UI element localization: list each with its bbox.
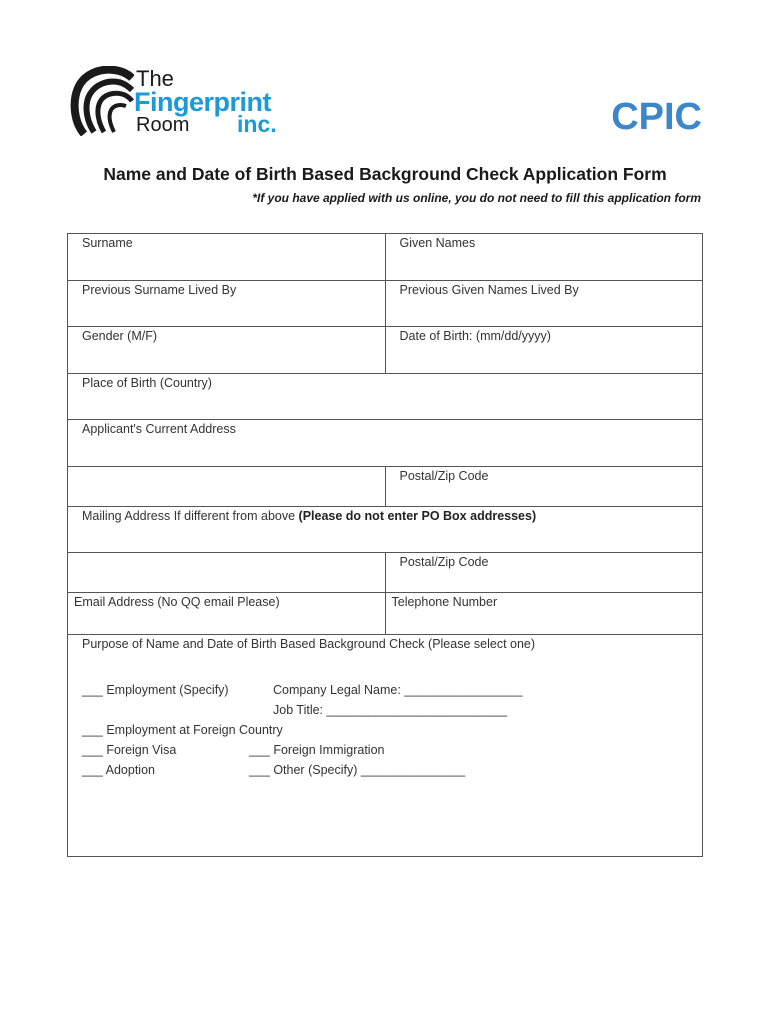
cpic-badge: CPIC: [611, 96, 702, 138]
current-address-field[interactable]: [68, 420, 702, 466]
place-of-birth-label: Place of Birth (Country): [82, 375, 212, 390]
form-row-place-of-birth: [68, 374, 702, 421]
option-foreign-visa[interactable]: ___ Foreign Visa: [82, 743, 177, 757]
company-logo: [70, 66, 290, 138]
telephone-label: Telephone Number: [391, 595, 498, 609]
given-names-field[interactable]: [385, 234, 703, 280]
option-other[interactable]: ___ Other (Specify) _______________: [249, 763, 466, 777]
option-employment[interactable]: ___ Employment (Specify): [82, 683, 229, 697]
logo-text-the: The: [136, 66, 174, 91]
telephone-field[interactable]: [385, 593, 703, 634]
current-address-label: Applicant's Current Address: [82, 422, 236, 436]
mailing-address-continuation-field[interactable]: [68, 553, 385, 592]
given-names-label: Given Names: [399, 236, 476, 250]
logo-text-inc: inc.: [237, 111, 277, 137]
online-note: *If you have applied with us online, you do not need to fill this application form: [252, 191, 701, 205]
purpose-heading: Purpose of Name and Date of Birth Based Background Check (Please select one): [82, 637, 536, 651]
option-foreign-immigration[interactable]: ___ Foreign Immigration: [249, 743, 385, 757]
place-of-birth-field[interactable]: [68, 374, 702, 420]
form-row-names: [68, 234, 702, 281]
job-title-field[interactable]: Job Title: __________________________: [273, 703, 508, 717]
current-address-continuation-field[interactable]: [68, 467, 385, 506]
company-name-field[interactable]: Company Legal Name: _________________: [273, 683, 523, 697]
option-adoption[interactable]: ___ Adoption: [82, 763, 155, 777]
purpose-section: [68, 635, 702, 857]
dob-label: Date of Birth: (mm/dd/yyyy): [399, 329, 551, 343]
mailing-address-field[interactable]: [68, 507, 702, 553]
po-box-note: (Please do not enter PO Box addresses): [298, 508, 537, 523]
postal-code-label: Postal/Zip Code: [399, 468, 489, 483]
surname-field[interactable]: [68, 234, 385, 280]
form-row-gender-dob: [68, 327, 702, 374]
logo-text-room: Room: [136, 114, 190, 136]
form-row-mailing-address: [68, 507, 702, 554]
fingerprint-logo-icon: [70, 66, 134, 136]
mailing-postal-code-field[interactable]: [385, 553, 703, 592]
form-row-postal-2: [68, 553, 702, 593]
previous-surname-label: Previous Surname Lived By: [82, 282, 237, 297]
previous-given-field[interactable]: [385, 281, 703, 327]
option-foreign-employment[interactable]: ___ Employment at Foreign Country: [82, 723, 283, 737]
form-row-current-address: [68, 420, 702, 467]
form-row-contact: [68, 593, 702, 635]
gender-field[interactable]: [68, 327, 385, 373]
previous-surname-field[interactable]: [68, 281, 385, 327]
application-form: [67, 233, 703, 857]
email-field[interactable]: [68, 593, 385, 634]
page-title: Name and Date of Birth Based Background Check Application Form: [103, 164, 667, 184]
dob-field[interactable]: [385, 327, 703, 373]
logo-text-fingerprint: Fingerprint: [134, 87, 271, 117]
postal-code-field[interactable]: [385, 467, 703, 506]
email-label: Email Address (No QQ email Please): [74, 595, 280, 609]
form-row-postal-1: [68, 467, 702, 507]
previous-given-label: Previous Given Names Lived By: [399, 282, 579, 297]
gender-label: Gender (M/F): [82, 329, 158, 343]
form-row-previous-names: [68, 281, 702, 328]
surname-label: Surname: [82, 236, 133, 250]
mailing-postal-code-label: Postal/Zip Code: [399, 555, 489, 569]
mailing-address-label: Mailing Address If different from above: [82, 508, 299, 523]
